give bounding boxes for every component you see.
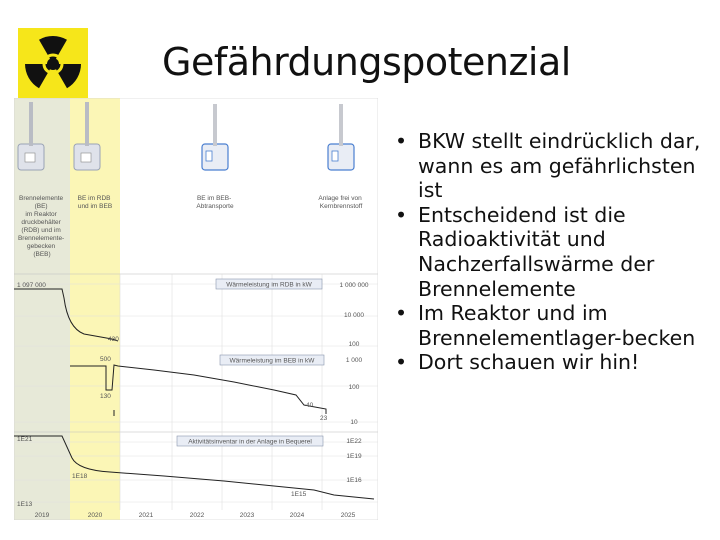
year-label: 2020 <box>87 512 103 519</box>
tick-label: 1E22 <box>346 438 362 445</box>
bullet-list <box>392 129 712 375</box>
caption-line: druckbehälter <box>21 219 61 226</box>
decommissioning-figure <box>14 98 378 520</box>
caption-line: (BEB) <box>33 251 51 258</box>
storage-building-icon <box>202 104 228 170</box>
tick-label: 1E21 <box>17 436 33 443</box>
tick-label: 1E13 <box>17 501 33 508</box>
caption-line: Abtransporte <box>196 203 234 210</box>
caption-line: und im BEB <box>77 203 113 210</box>
slide-title: Gefährdungspotenzial <box>162 40 571 84</box>
caption-line: Brennelemente- <box>17 235 65 242</box>
icon-caption-2 <box>78 195 113 210</box>
value-label: 130 <box>100 393 111 400</box>
value-label: 1E15 <box>291 491 307 498</box>
value-label: 430 <box>108 336 119 343</box>
value-label: 500 <box>100 356 111 363</box>
year-label: 2022 <box>189 512 205 519</box>
year-label: 2025 <box>340 512 356 519</box>
year-label: 2019 <box>34 512 50 519</box>
tick-label: 10 <box>350 419 358 426</box>
value-label: 23 <box>320 415 328 422</box>
value-label: 40 <box>306 402 314 409</box>
caption-line: gebecken <box>26 243 56 250</box>
tick-label: 1 000 000 <box>339 282 369 289</box>
year-label: 2021 <box>138 512 154 519</box>
bullet-item: • Im Reaktor und im Brennelementlager-becken <box>392 301 712 350</box>
caption-line: Anlage frei von <box>318 195 362 202</box>
caption-line: BE im BEB- <box>196 195 232 202</box>
caption-line: Kernbrennstoff <box>319 203 363 210</box>
bullet-item: • Dort schauen wir hin! <box>392 350 712 375</box>
storage-building-icon <box>328 104 354 170</box>
tick-label: 1 097 000 <box>17 282 46 289</box>
tick-label: 1 000 <box>345 357 363 364</box>
icon-caption-3 <box>196 195 234 210</box>
year-label: 2024 <box>289 512 305 519</box>
tick-label: 100 <box>348 341 360 348</box>
caption-line: Brennelemente <box>19 195 64 202</box>
year-label: 2023 <box>239 512 255 519</box>
value-label: 1E18 <box>72 473 88 480</box>
panel-label-text: Wärmeleistung im BEB in kW <box>229 357 315 365</box>
tick-label: 1E16 <box>346 477 362 484</box>
panel-label-text: Aktivitätsinventar in der Anlage in Bequerel <box>188 438 312 446</box>
tick-label: 10 000 <box>344 312 364 319</box>
bullet-item: • BKW stellt eindrücklich dar, wann es am gefährlichsten ist <box>392 129 712 203</box>
panel-label-activity <box>177 436 323 446</box>
radiation-warning-icon <box>18 28 88 98</box>
panel-label-rdb <box>216 279 322 289</box>
icon-caption-4 <box>318 195 363 210</box>
tick-label: 1E19 <box>346 453 362 460</box>
caption-line: BE im RDB <box>77 195 111 202</box>
caption-line: (BE) <box>34 203 48 210</box>
caption-line: im Reaktor <box>25 211 57 218</box>
tick-label: 100 <box>348 384 360 391</box>
caption-line: (RDB) und im <box>21 227 61 234</box>
panel-label-text: Wärmeleistung im RDB in kW <box>226 281 312 289</box>
bullet-item: • Entscheidend ist die Radioaktivität und Nachzerfallswärme der Brennelemente <box>392 203 712 301</box>
panel-label-beb <box>220 355 324 365</box>
